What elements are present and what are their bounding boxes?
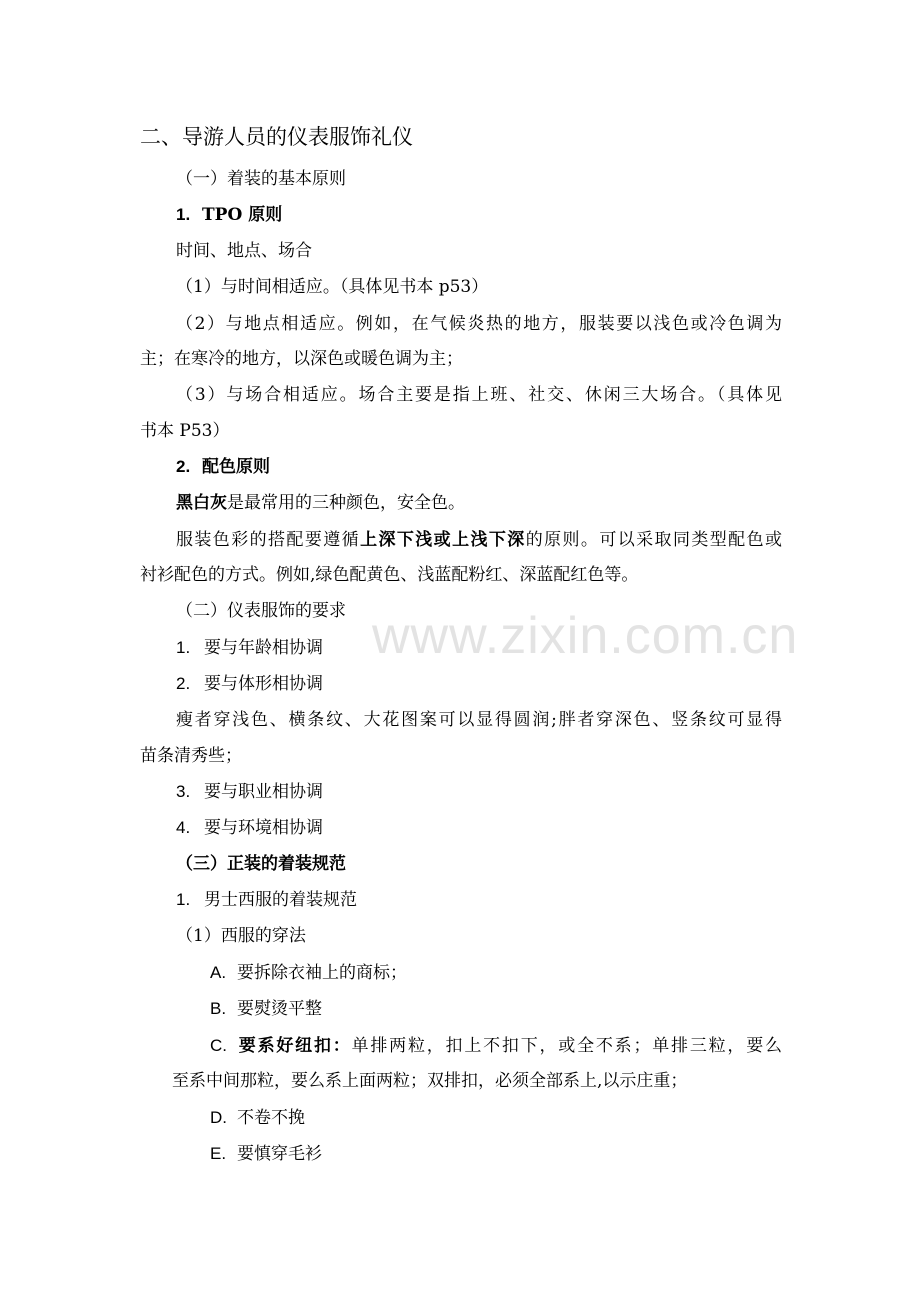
color-paragraph-2-line2: 衬衫配色的方式。例如,绿色配黄色、浅蓝配粉红、深蓝配红色等。 (140, 565, 639, 585)
color-title: 配色原则 (202, 457, 271, 477)
list-item (176, 781, 323, 803)
tpo-title: TPO 原则 (202, 205, 283, 225)
color-p1-rest: 是最常用的三种颜色，安全色。 (227, 493, 465, 513)
lettered-item-text: 要熨烫平整 (237, 999, 322, 1019)
list-item-number: 1. (176, 890, 191, 909)
body-shape-line2: 苗条清秀些； (140, 746, 242, 766)
paragraph-place-line2: 主；在寒冷的地方，以深色或暖色调为主； (140, 349, 463, 369)
buttons-line1 (210, 1035, 782, 1057)
color-p1-bold: 黑白灰 (176, 493, 227, 513)
lettered-item-letter: C. (210, 1036, 227, 1055)
body-shape-line1: 瘦者穿浅色、横条纹、大花图案可以显得圆润;胖者穿深色、竖条纹可显得 (176, 710, 782, 730)
color-number: 2. (176, 457, 191, 476)
buttons-bold: 要系好纽扣： (237, 1036, 352, 1056)
lettered-item (210, 1143, 322, 1165)
paragraph-place-line1: （2）与地点相适应。例如，在气候炎热的地方，服装要以浅色或冷色调为 (176, 314, 782, 334)
paragraph-occasion-line2: 书本 P53） (140, 421, 230, 441)
subsection-title-3: （三）正装的着装规范 (176, 854, 346, 874)
tpo-number: 1. (176, 205, 191, 224)
buttons-line2: 至系中间那粒，要么系上面两粒；双排扣，必须全部系上,以示庄重； (172, 1071, 688, 1091)
paragraph-occasion-line1: （3）与场合相适应。场合主要是指上班、社交、休闲三大场合。（具体见 (176, 385, 782, 405)
lettered-item-letter: E. (210, 1144, 227, 1163)
color-p2-bold: 上深下浅或上浅下深 (360, 530, 526, 550)
watermark: www.zixin.com.cn (372, 607, 799, 665)
list-item-text: 要与职业相协调 (204, 782, 323, 802)
lettered-item-letter: A. (210, 963, 227, 982)
color-p2-post: 的原则。可以采取同类型配色或 (525, 530, 782, 550)
color-p2-pre: 服装色彩的搭配要遵循 (176, 530, 361, 550)
list-item-text: 要与年龄相协调 (204, 638, 323, 658)
list-item-text: 要与体形相协调 (204, 674, 323, 694)
lettered-item-letter: B. (210, 999, 227, 1018)
paragraph-time: （1）与时间相适应。（具体见书本 p53） (176, 277, 489, 297)
lettered-item-letter: D. (210, 1108, 227, 1127)
list-item (176, 673, 323, 695)
subsection-title-1: （一）着装的基本原则 (176, 169, 346, 189)
list-item-number: 3. (176, 782, 191, 801)
lettered-item (210, 1107, 305, 1129)
lettered-item (210, 998, 322, 1020)
list-item (176, 817, 323, 839)
list-item-text: 男士西服的着装规范 (204, 890, 357, 910)
color-paragraph-2-line1 (176, 529, 782, 551)
list-item-number: 4. (176, 818, 191, 837)
lettered-item-text: 不卷不挽 (237, 1108, 305, 1128)
lettered-item-text: 要慎穿毛衫 (237, 1144, 322, 1164)
list-item-text: 要与环境相协调 (204, 818, 323, 838)
color-paragraph-1 (176, 492, 465, 514)
sub-heading-suit: （1）西服的穿法 (176, 926, 306, 946)
buttons-rest: 单排两粒，扣上不扣下，或全不系；单排三粒，要么 (351, 1036, 783, 1056)
tpo-heading (176, 204, 282, 226)
subsection-title-2: （二）仪表服饰的要求 (176, 601, 346, 621)
lettered-item (210, 962, 407, 984)
list-item-number: 2. (176, 674, 191, 693)
color-heading (176, 456, 270, 478)
tpo-intro: 时间、地点、场合 (176, 241, 312, 261)
section-heading: 二、导游人员的仪表服饰礼仪 (140, 125, 413, 149)
list-item (176, 637, 323, 659)
list-item-number: 1. (176, 638, 191, 657)
list-item (176, 889, 357, 911)
lettered-item-text: 要拆除衣袖上的商标； (237, 963, 407, 983)
